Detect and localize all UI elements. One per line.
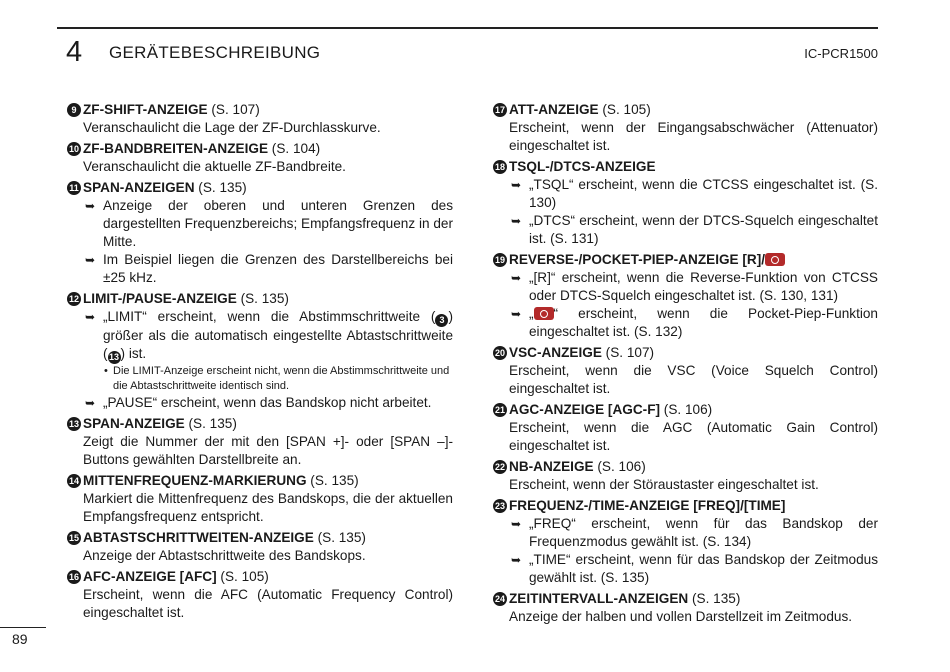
model-name: IC-PCR1500 [804,46,878,61]
bullet-text: „[R]“ erscheint, wenn die Reverse-Funktion von CTCSS oder DTCS-Squelch eingeschaltet ist. (S. 130, 131) [529,270,878,303]
bullet-text: ) ist. [120,346,147,361]
page-ref: (S. 107) [207,102,260,117]
item-number: 9 [67,103,81,117]
item-number: 19 [494,255,505,265]
arrow-bullet-icon: ➥ [511,553,522,567]
item-13 [67,415,453,469]
pocket-beep-icon [534,307,554,320]
item-text: Veranschaulicht die Lage der ZF-Durchlasskurve. [83,120,381,135]
page-ref: (S. 135) [313,530,366,545]
bullet-text: „TSQL“ erscheint, wenn die CTCSS eingeschaltet ist. (S. 130) [529,177,878,210]
bullet-text: “ erscheint, wenn die Pocket-Piep-Funktion eingeschaltet ist. (S. 132) [529,306,878,339]
right-column [493,101,878,629]
footer-rule [0,627,46,628]
item-text: Zeigt die Nummer der mit den [SPAN +]- oder [SPAN –]-Buttons gewählten Darstellbreite an. [83,434,453,467]
arrow-bullet-icon: ➥ [511,214,522,228]
bullet-text: „FREQ“ erscheint, wenn für das Bandskop der Frequenzmodus gewählt ist. (S. 134) [529,516,878,549]
item-text: Veranschaulicht die aktuelle ZF-Bandbreite. [83,159,346,174]
bullet-text: ) größer als die automatisch eingestellte Abtastschrittweite ( [103,309,453,361]
bullet-text: „LIMIT“ erscheint, wenn die Abstimmschrittweite ( [103,309,436,324]
item-title: ZF-SHIFT-ANZEIGE [83,102,208,117]
item-11 [67,179,453,287]
item-23 [493,497,878,587]
page-ref: (S. 135) [236,291,289,306]
arrow-bullet-icon: ➥ [85,310,96,324]
note-text: Die LIMIT-Anzeige erscheint nicht, wenn die Abstimmschrittweite und die Abtastschrittweite identisch sind. [113,365,450,392]
item-title: FREQUENZ-/TIME-ANZEIGE [FREQ]/[TIME] [509,498,786,513]
item-text: Erscheint, wenn der Störaustaster eingeschaltet ist. [509,477,819,492]
item-20 [493,344,878,398]
item-title: SPAN-ANZEIGE [83,416,185,431]
item-title: ZF-BANDBREITEN-ANZEIGE [83,141,269,156]
item-text: Anzeige der halben und vollen Darstellzeit im Zeitmodus. [509,609,853,624]
item-title: ZEITINTERVALL-ANZEIGEN [509,591,689,606]
item-17 [493,101,878,155]
item-text: Markiert die Mittenfrequenz des Bandskops, die der aktuellen Empfangsfrequenz entspricht. [83,491,453,524]
header-rule [57,27,878,29]
item-title: REVERSE-/POCKET-PIEP-ANZEIGE [R]/ [509,252,766,267]
item-number: 17 [494,105,505,115]
chapter-number: 4 [66,36,83,68]
pocket-beep-icon [765,253,785,266]
item-text: Erscheint, wenn der Eingangsabschwächer (Attenuator) eingeschaltet ist. [509,120,878,153]
arrow-bullet-icon: ➥ [85,396,96,410]
item-text: Anzeige der Abtastschrittweite des Bandskops. [83,548,366,563]
page-ref: (S. 106) [593,459,646,474]
item-text: Erscheint, wenn die VSC (Voice Squelch Control) eingeschaltet ist. [509,363,878,396]
page-ref: (S. 135) [194,180,247,195]
item-number: 12 [68,294,79,304]
dot-bullet-icon: • [104,365,108,377]
page-ref: (S. 104) [268,141,321,156]
item-number: 15 [68,533,79,543]
item-number: 23 [494,501,505,511]
page-ref: (S. 135) [688,591,741,606]
item-title: AGC-ANZEIGE [AGC-F] [509,402,661,417]
item-title: MITTENFREQUENZ-MARKIERUNG [83,473,307,488]
item-title: ABTASTSCHRITTWEITEN-ANZEIGE [83,530,314,545]
left-column [67,101,453,625]
inline-number: 3 [435,314,448,327]
item-19 [493,251,878,341]
item-title: ATT-ANZEIGE [509,102,599,117]
page-ref: (S. 106) [660,402,713,417]
item-text: Erscheint, wenn die AFC (Automatic Frequency Control) eingeschaltet ist. [83,587,453,620]
item-title: VSC-ANZEIGE [509,345,602,360]
page-ref: (S. 135) [306,473,359,488]
arrow-bullet-icon: ➥ [511,517,522,531]
item-number: 22 [494,462,505,472]
item-text: Erscheint, wenn die AGC (Automatic Gain Control) eingeschaltet ist. [509,420,878,453]
item-number: 14 [68,476,79,486]
item-12 [67,290,453,412]
page-ref: (S. 105) [598,102,651,117]
item-title: NB-ANZEIGE [509,459,594,474]
chapter-title: GERÄTEBESCHREIBUNG [109,43,321,62]
arrow-bullet-icon: ➥ [511,178,522,192]
arrow-bullet-icon: ➥ [85,253,96,267]
item-number: 13 [68,419,79,429]
item-9 [67,101,453,137]
bullet-text: „TIME“ erscheint, wenn für das Bandskop der Zeitmodus gewählt ist. (S. 135) [529,552,878,585]
arrow-bullet-icon: ➥ [511,271,522,285]
item-24 [493,590,878,626]
item-number: 18 [494,162,505,172]
page-ref: (S. 107) [601,345,655,360]
item-title: SPAN-ANZEIGEN [83,180,195,195]
page-ref: (S. 105) [216,569,269,584]
arrow-bullet-icon: ➥ [85,199,96,213]
item-10 [67,140,453,176]
item-title: LIMIT-/PAUSE-ANZEIGE [83,291,237,306]
inline-number: 13 [109,352,120,362]
page-ref: (S. 135) [184,416,237,431]
item-15 [67,529,453,565]
item-title: TSQL-/DTCS-ANZEIGE [509,159,656,174]
bullet-text: „PAUSE“ erscheint, wenn das Bandskop nicht arbeitet. [103,395,432,410]
item-18 [493,158,878,248]
item-number: 10 [68,144,79,154]
item-number: 24 [494,594,505,604]
page-number: 89 [12,631,28,647]
item-16 [67,568,453,622]
item-number: 16 [68,572,79,582]
item-number: 20 [494,348,505,358]
item-22 [493,458,878,494]
bullet-text: „ [529,306,534,321]
item-title: AFC-ANZEIGE [AFC] [83,569,217,584]
item-number: 21 [494,405,505,415]
item-number: 11 [67,181,81,195]
bullet-text: Anzeige der oberen und unteren Grenzen des dargestellten Frequenzbereichs; Empfangsfrequenz in der Mitte. [103,198,453,249]
item-14 [67,472,453,526]
bullet-text: Im Beispiel liegen die Grenzen des Darstellbereichs bei ±25 kHz. [103,252,453,285]
bullet-text: „DTCS“ erscheint, wenn der DTCS-Squelch eingeschaltet ist. (S. 131) [529,213,878,246]
arrow-bullet-icon: ➥ [511,307,522,321]
item-21 [493,401,878,455]
